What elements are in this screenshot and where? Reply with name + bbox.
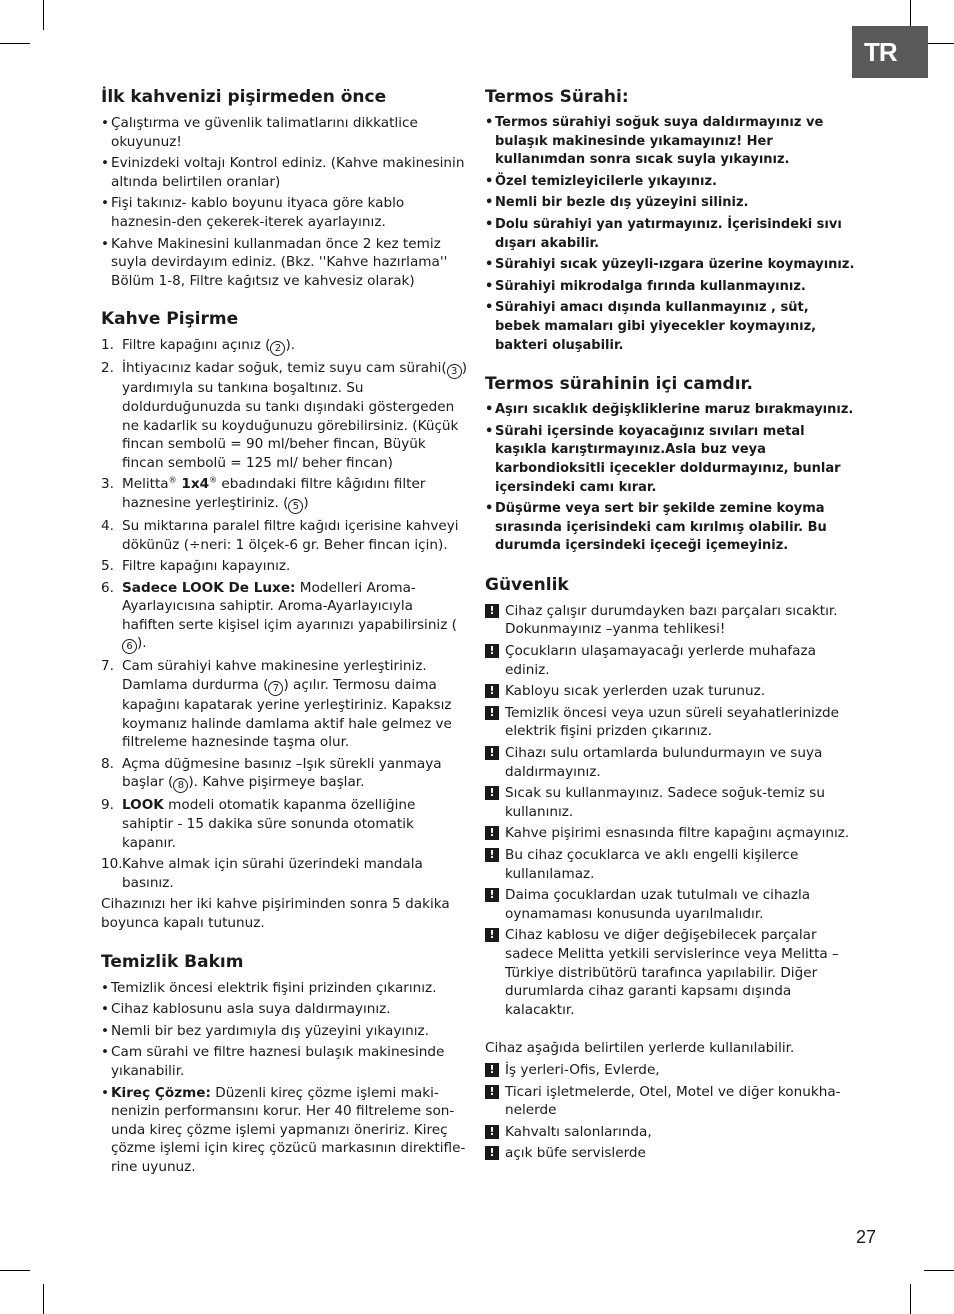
bullet-list <box>485 401 855 556</box>
step-number: 7. <box>101 658 114 675</box>
step-item <box>101 517 469 554</box>
step-text: ) açılır. Termosu daima kapağını kapatarak yerine yerleştiriniz. Kapaksız koymanız halinde damlama aktif hale gelmez ve filtreleme haznesinde taşma olur. <box>122 677 452 751</box>
step-text: ebadındaki filtre kâğıdını filter haznesine yerleştiriniz. ( <box>122 476 426 511</box>
step-number: 6. <box>101 579 114 596</box>
warning-icon: ! <box>485 888 499 902</box>
warning-text: Bu cihaz çocuklarca ve aklı engelli kişilerce kullanılamaz. <box>505 847 799 882</box>
language-tab: TR <box>852 26 928 78</box>
warning-icon: ! <box>485 706 499 720</box>
usage-text: açık büfe servislerde <box>505 1145 646 1162</box>
usage-intro: Cihaz aşağıda belirtilen yerlerde kullanılabilir. <box>485 1040 795 1057</box>
circled-number: 7 <box>268 681 283 696</box>
list-item: • Özel temizleyicilerle yıkayınız. <box>485 173 855 192</box>
step-text: ). <box>137 635 147 652</box>
step-item <box>101 336 469 356</box>
step-number: 4. <box>101 517 114 534</box>
bullet-list <box>101 114 469 290</box>
descaling-label: Kireç Çözme: <box>111 1084 211 1101</box>
list-item: • Aşırı sıcaklık değişkliklerine maruz bırakmayınız. <box>485 401 855 420</box>
step-item <box>101 657 469 751</box>
step-item <box>101 755 469 794</box>
step-text: Filtre kapağını kapayınız. <box>122 558 291 575</box>
step-number: 5. <box>101 558 114 575</box>
step-text: Kahve almak için sürahi üzerindeki mandala basınız. <box>122 856 423 891</box>
section-title: Güvenlik <box>485 574 569 595</box>
brewing-note: Cihazınızı her iki kahve pişiriminden sonra 5 dakika boyunca kapalı tutunuz. <box>101 896 450 931</box>
warning-icon: ! <box>485 786 499 800</box>
warning-item <box>485 744 855 781</box>
list-item: • Fişi takınız- kablo boyunu ityaca göre kablo haznesin-den çekerek-iterek ayarlayınız. <box>101 194 469 231</box>
step-text: Melitta <box>122 476 169 493</box>
usage-text: İş yerleri-Ofis, Evlerde, <box>505 1061 660 1078</box>
list-item: • Dolu sürahiyi yan yatırmayınız. İçerisindeki sıvı dışarı akabilir. <box>485 216 855 253</box>
circled-number: 2 <box>270 341 285 356</box>
usage-text: Kahvaltı salonlarında, <box>505 1123 652 1140</box>
crop-mark <box>43 1284 44 1314</box>
list-item: • Kahve Makinesini kullanmadan önce 2 kez temiz suyla devirdayım ediniz. (Bkz. ''Kahve hazırlama'' Bölüm 1-8, Filtre kağıtsız ve kahvesiz olarak) <box>101 235 469 291</box>
warning-icon: ! <box>485 928 499 942</box>
step-text: Açma düğmesine basınız –Işık sürekli yanmaya başlar ( <box>122 755 442 791</box>
section-title: Termos sürahinin içi camdır. <box>485 374 753 395</box>
warning-item <box>485 602 855 639</box>
warning-icon: ! <box>485 746 499 760</box>
warning-icon: ! <box>485 604 499 618</box>
warning-icon: ! <box>485 826 499 840</box>
usage-item <box>485 1144 855 1163</box>
warning-item <box>485 704 855 741</box>
section-brewing <box>101 308 469 932</box>
list-item: • Düşürme veya sert bir şekilde zemine koyma sırasında içerisindeki cam kırılmış olabilir. Bu durumda içersindeki içeceği içemeyiniz. <box>485 500 855 556</box>
warning-icon: ! <box>485 1125 499 1139</box>
warning-item <box>485 642 855 679</box>
list-item: • Termos sürahiyi soğuk suya daldırmayınız ve bulaşık makinesinde yıkamayınız! Her kullanımdan sonra sıcak suyla yıkayınız. <box>485 114 855 170</box>
crop-mark <box>43 0 44 30</box>
usage-item <box>485 1083 855 1120</box>
list-item: • Evinizdeki voltajı Kontrol ediniz. (Kahve makinesinin altında belirtilen oranlar) <box>101 154 469 191</box>
warning-text: Cihazı sulu ortamlarda bulundurmayın ve suya daldırmayınız. <box>505 745 823 780</box>
step-text: modeli otomatik kapanma özelliğine sahiptir - 15 dakika süre sonunda otomatik kapanır. <box>122 797 416 851</box>
warning-item <box>485 886 855 923</box>
warning-item <box>485 846 855 883</box>
step-text: ) <box>303 494 309 511</box>
list-item: • Sürahiyi sıcak yüzeyli-ızgara üzerine koymayınız. <box>485 256 855 275</box>
section-cleaning <box>101 951 469 1177</box>
step-text: Su miktarına paralel filtre kağıdı içerisine kahveyi dökünüz (÷neri: 1 ölçek-6 gr. Beher fincan için). <box>122 517 459 553</box>
warning-text: Temizlik öncesi veya uzun süreli seyahatlerinizde elektrik fişini prizden çıkarınız. <box>505 704 839 740</box>
step-number: 10. <box>101 856 123 873</box>
bullet-list <box>101 979 469 1177</box>
warning-list <box>485 602 855 1019</box>
step-number: 9. <box>101 797 114 814</box>
step-item <box>101 579 469 655</box>
step-bold-text: Sadece LOOK De Luxe: <box>122 579 296 596</box>
circled-number: 3 <box>447 364 462 379</box>
step-number: 2. <box>101 360 114 377</box>
step-text: Modelleri Aroma-Ayarlayıcısına sahiptir. Aroma-Ayarlayıcıyla hafiften serte kişisel içim ayarınızı yapabilirsiniz ( <box>122 579 457 633</box>
circled-number: 6 <box>122 639 137 654</box>
crop-mark <box>910 1284 911 1314</box>
step-bold-text: LOOK <box>122 797 164 814</box>
warning-icon: ! <box>485 684 499 698</box>
descaling-text: Düzenli kireç çözme işlemi maki-nenizin performansını korur. Her 40 filtreleme son-unda kireç çözme işlemi yapmanızı öneririz. Kireç çözme işlemi için kireç çözücü markasının direktifle-rine uyunuz. <box>111 1084 466 1175</box>
list-item <box>101 1084 469 1177</box>
step-text: İhtiyacınız kadar soğuk, temiz suyu cam sürahi( <box>122 360 447 377</box>
list-item: • Çalıştırma ve güvenlik talimatlarını dikkatlice okuyunuz! <box>101 114 469 151</box>
step-item <box>101 359 469 472</box>
step-number: 8. <box>101 755 114 772</box>
crop-mark <box>0 1270 30 1271</box>
warning-text: Cihaz çalışır durumdayken bazı parçaları sıcaktır. Dokunmayınız –yanma tehlikesi! <box>505 602 838 638</box>
usage-item <box>485 1061 855 1080</box>
section-title: İlk kahvenizi pişirmeden önce <box>101 87 387 107</box>
step-text: Cam sürahiyi kahve makinesine yerleştiriniz. Damlama durdurma ( <box>122 658 427 694</box>
step-bold-text: 1x4 <box>176 476 210 493</box>
warning-text: Daima çocuklardan uzak tutulmalı ve cihazla oynamaması konusunda uyarılmalıdır. <box>505 887 811 922</box>
section-before-first-coffee <box>101 86 469 290</box>
circled-number: 8 <box>173 778 188 793</box>
section-thermos-glass <box>485 373 855 556</box>
crop-mark <box>0 43 30 44</box>
warning-item <box>485 926 855 1019</box>
usage-list <box>485 1061 855 1163</box>
registered-mark: ® <box>209 475 218 485</box>
crop-mark <box>924 1270 954 1271</box>
step-text: ). <box>285 337 296 354</box>
warning-item <box>485 784 855 821</box>
section-title: Temizlik Bakım <box>101 951 244 972</box>
registered-mark: ® <box>168 475 177 485</box>
step-item <box>101 475 469 514</box>
list-item: • Cam sürahi ve filtre haznesi bulaşık makinesinde yıkanabilir. <box>101 1043 469 1080</box>
step-text: ) yardımıyla su tankına boşaltınız. Su doldurduğunuzda su tankı dışındaki göstergeden ne kadarlik su koyduğunuzu görebilirsiniz. (Küçük fincan sembolü = 90 ml/beher fincan, Büyük fincan sembolü = 125 ml/ beher fincan) <box>122 360 468 471</box>
usage-text: Ticari işletmelerde, Otel, Motel ve diğer konukha-nelerde <box>505 1083 841 1119</box>
list-item: • Sürahiyi mikrodalga fırında kullanmayınız. <box>485 278 855 297</box>
warning-icon: ! <box>485 848 499 862</box>
warning-icon: ! <box>485 1146 499 1160</box>
section-safety <box>485 574 855 1163</box>
warning-text: Çocukların ulaşamayacağı yerlerde muhafaza ediniz. <box>505 643 816 678</box>
warning-item <box>485 824 855 843</box>
crop-mark <box>924 43 954 44</box>
step-text: ). Kahve pişirmeye başlar. <box>188 774 365 791</box>
step-number: 1. <box>101 337 114 354</box>
usage-item <box>485 1123 855 1142</box>
list-item: • Cihaz kablosunu asla suya daldırmayınız. <box>101 1000 469 1019</box>
warning-text: Kahve pişirimi esnasında filtre kapağını açmayınız. <box>505 825 850 842</box>
circled-number: 5 <box>288 499 303 514</box>
warning-icon: ! <box>485 1085 499 1099</box>
warning-text: Sıcak su kullanmayınız. Sadece soğuk-temiz su kullanınız. <box>505 785 825 820</box>
warning-text: Cihaz kablosu ve diğer değişebilecek parçalar sadece Melitta yetkili servislerince veya Melitta –Türkiye distribütörü tarafınca yapılabilir. Diğer durumlarda cihaz garanti kapsamı dışında kalacaktır. <box>505 927 839 1018</box>
section-title: Kahve Pişirme <box>101 309 239 330</box>
list-item: • Sürahi içersinde koyacağınız sıvıları metal kaşıkla karıştırmayınız.Asla buz veya karbondioksitli içecekler doldurmayınız, bunlar içersindeki camı kırar. <box>485 423 855 497</box>
numbered-list <box>101 336 469 892</box>
warning-icon: ! <box>485 1063 499 1077</box>
warning-icon: ! <box>485 644 499 658</box>
section-thermos-jug <box>485 86 855 355</box>
bullet-list <box>485 114 855 355</box>
step-text: Filtre kapağını açınız ( <box>122 337 271 354</box>
list-item: • Nemli bir bez yardımıyla dış yüzeyini yıkayınız. <box>101 1022 469 1041</box>
left-column <box>101 86 469 1195</box>
list-item: • Nemli bir bezle dış yüzeyini siliniz. <box>485 194 855 213</box>
list-item: • Temizlik öncesi elektrik fişini prizinden çıkarınız. <box>101 979 469 998</box>
step-number: 3. <box>101 476 114 493</box>
warning-text: Kabloyu sıcak yerlerden uzak turunuz. <box>505 683 766 700</box>
step-item <box>101 855 469 892</box>
step-item <box>101 557 469 576</box>
page-number: 27 <box>856 1227 877 1247</box>
right-column <box>485 86 855 1181</box>
step-item <box>101 796 469 852</box>
warning-item <box>485 682 855 701</box>
list-item: • Sürahiyi amacı dışında kullanmayınız , süt, bebek mamaları gibi yiyecekler koymayınız, bakteri oluşabilir. <box>485 299 855 355</box>
section-title: Termos Sürahi: <box>485 87 629 107</box>
